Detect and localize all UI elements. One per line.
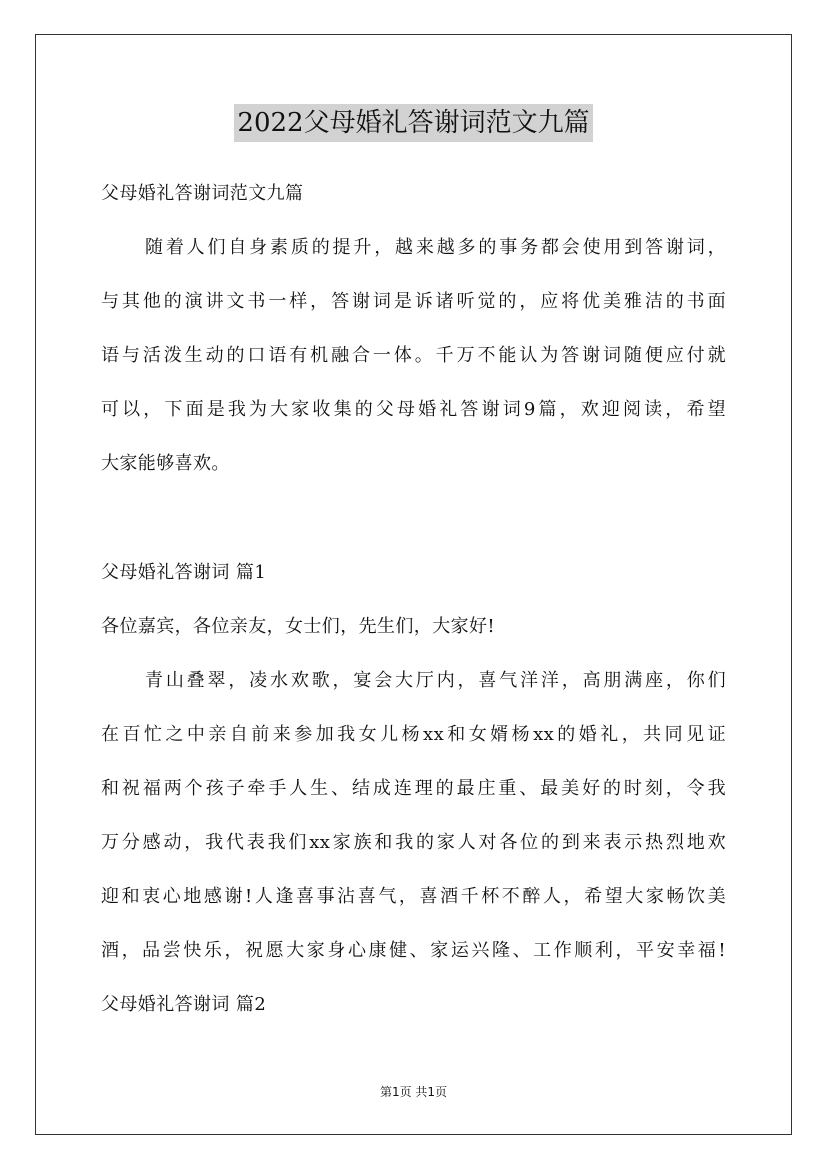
body-line: 和祝福两个孩子牵手人生、结成连理的最庄重、最美好的时刻，令我 <box>101 778 726 799</box>
body-line: 酒，品尝快乐，祝愿大家身心康健、家运兴隆、工作顺利，平安幸福! <box>101 940 726 961</box>
section-heading-1: 父母婚礼答谢词 篇1 <box>101 562 267 583</box>
intro-line: 随着人们自身素质的提升，越来越多的事务都会使用到答谢词， <box>145 237 726 258</box>
section-heading-2: 父母婚礼答谢词 篇2 <box>101 994 267 1015</box>
greeting-line: 各位嘉宾，各位亲友，女士们，先生们，大家好! <box>101 616 496 637</box>
body-line: 迎和衷心地感谢!人逢喜事沾喜气，喜酒千杯不醉人，希望大家畅饮美 <box>101 886 726 907</box>
intro-line: 大家能够喜欢。 <box>101 453 230 474</box>
body-line: 万分感动，我代表我们xx家族和我的家人对各位的到来表示热烈地欢 <box>101 832 726 853</box>
intro-line: 可以，下面是我为大家收集的父母婚礼答谢词9篇，欢迎阅读，希望 <box>101 399 726 420</box>
page-footer: 第1页 共1页 <box>379 1085 448 1099</box>
document-title: 2022父母婚礼答谢词范文九篇 <box>234 104 592 142</box>
intro-line: 语与活泼生动的口语有机融合一体。千万不能认为答谢词随便应付就 <box>101 345 726 366</box>
document-subtitle: 父母婚礼答谢词范文九篇 <box>101 183 304 204</box>
document-title-wrap <box>0 104 827 142</box>
intro-line: 与其他的演讲文书一样，答谢词是诉诸听觉的，应将优美雅洁的书面 <box>101 291 726 312</box>
body-line: 在百忙之中亲自前来参加我女儿杨xx和女婿杨xx的婚礼，共同见证 <box>101 724 726 745</box>
body-line: 青山叠翠，凌水欢歌，宴会大厅内，喜气洋洋，高朋满座，你们 <box>145 670 726 691</box>
